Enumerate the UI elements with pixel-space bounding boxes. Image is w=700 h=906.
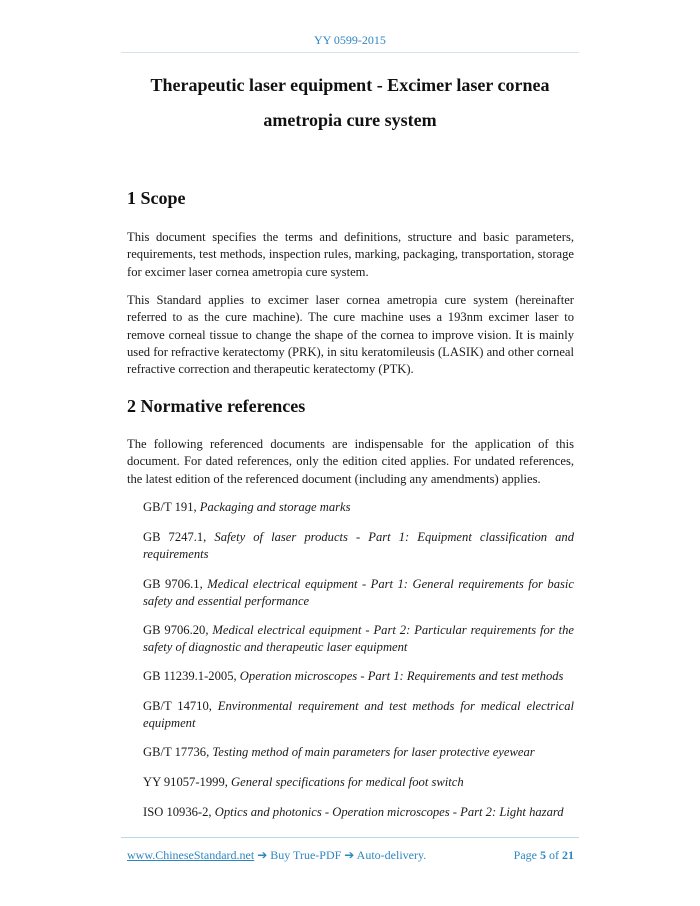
footer-tagline: ➔ Buy True-PDF ➔ Auto-delivery. xyxy=(254,848,427,862)
reference-item xyxy=(143,529,574,564)
reference-title: Optics and photonics - Operation microscopes - Part 2: Light hazard xyxy=(214,805,564,819)
scope-paragraph-1: This document specifies the terms and definitions, structure and basic parameters, requirements, test methods, inspection rules, marking, packaging, transportation, storage for excimer laser cornea ametropia cure system. xyxy=(127,230,574,279)
reference-code: GB/T 191, xyxy=(143,500,200,514)
footer-divider xyxy=(121,837,579,838)
reference-item xyxy=(143,576,574,611)
reference-code: GB 11239.1-2005, xyxy=(143,669,240,683)
reference-title: Medical electrical equipment - Part 1: General requirements for basic safety and essential performance xyxy=(143,577,574,609)
header-divider xyxy=(121,52,579,53)
normative-references-intro: The following referenced documents are indispensable for the application of this document. For dated references, only the edition cited applies. For undated references, the latest edition of the referenced document (including any amendments) applies. xyxy=(127,437,574,486)
reference-code: GB/T 14710, xyxy=(143,699,218,713)
page-current: 5 xyxy=(540,848,546,862)
reference-code: YY 91057-1999, xyxy=(143,775,232,789)
page-number xyxy=(514,848,574,863)
document-title-line-1: Therapeutic laser equipment - Excimer laser cornea xyxy=(150,75,550,95)
reference-title: Packaging and storage marks xyxy=(199,500,351,514)
reference-code: GB 7247.1, xyxy=(143,530,215,544)
scope-paragraph-2: This Standard applies to excimer laser cornea ametropia cure system (hereinafter referred to as the cure machine). The cure machine uses a 193nm excimer laser to remove corneal tissue to change the shape of the cornea to improve vision. It is mainly used for refractive keratectomy (PRK), in situ keratomileusis (LASIK) and other corneal refractive correction and therapeutic keratectomy (PTK). xyxy=(127,293,574,377)
reference-item xyxy=(143,499,574,516)
page-label: Page xyxy=(513,848,540,862)
reference-title: Medical electrical equipment - Part 2: Particular requirements for the safety of diagnostic and therapeutic laser equipment xyxy=(143,623,574,655)
reference-code: GB/T 17736, xyxy=(143,745,213,759)
section-heading-scope: 1 Scope xyxy=(127,188,186,208)
page-of: of xyxy=(546,848,562,862)
reference-item xyxy=(143,698,574,733)
reference-item xyxy=(143,744,574,761)
chinesestandard-link[interactable]: www.ChineseStandard.net xyxy=(127,848,255,862)
reference-title: General specifications for medical foot switch xyxy=(231,775,464,789)
reference-code: GB 9706.20, xyxy=(143,623,213,637)
reference-title: Operation microscopes - Part 1: Requirements and test methods xyxy=(239,669,564,683)
document-title-line-2: ametropia cure system xyxy=(263,110,437,130)
page-total: 21 xyxy=(562,848,574,862)
section-heading-normative-references: 2 Normative references xyxy=(127,396,306,416)
reference-code: GB 9706.1, xyxy=(143,577,208,591)
reference-title: Environmental requirement and test methods for medical electrical equipment xyxy=(143,699,574,731)
reference-code: ISO 10936-2, xyxy=(143,805,215,819)
page-footer xyxy=(127,848,574,863)
reference-item xyxy=(143,622,574,657)
reference-item xyxy=(143,774,574,791)
reference-item xyxy=(143,668,574,685)
reference-title: Safety of laser products - Part 1: Equipment classification and requirements xyxy=(143,530,574,562)
reference-item xyxy=(143,804,574,821)
running-header-standard-code: YY 0599-2015 xyxy=(314,33,386,47)
reference-title: Testing method of main parameters for laser protective eyewear xyxy=(212,745,535,759)
